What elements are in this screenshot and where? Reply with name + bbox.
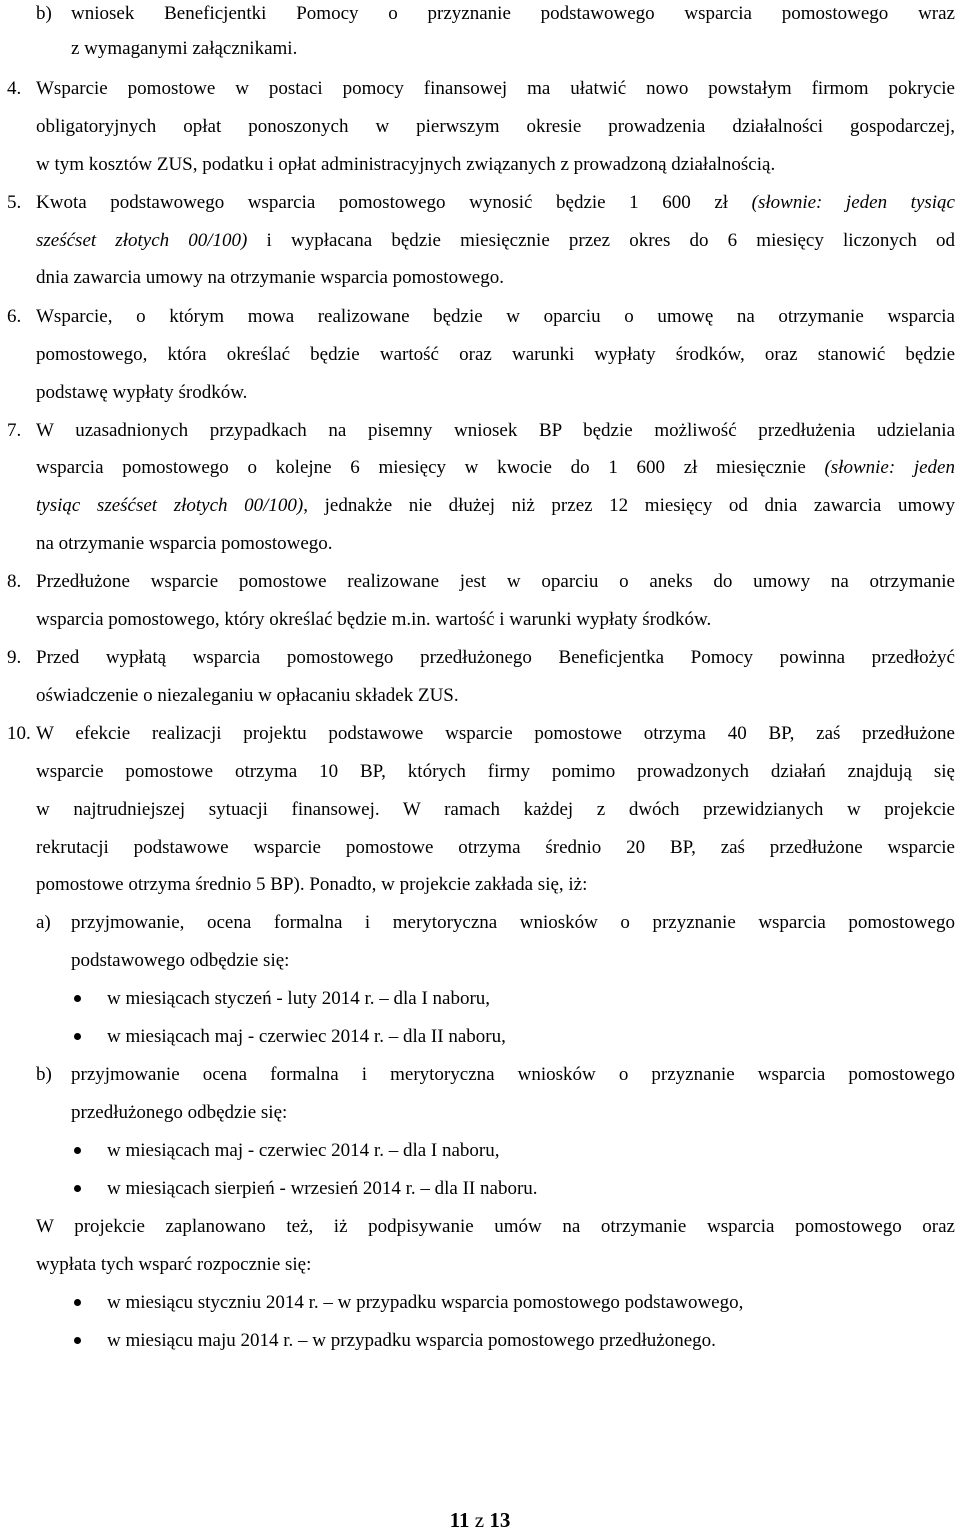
paragraph-line: pomostowego, która określać będzie wartość oraz warunki wypłaty środków, oraz stanowić będzie	[36, 344, 955, 365]
list-item: w miesiącach styczeń - luty 2014 r. – dla I naboru,	[107, 988, 491, 1009]
bullet-icon	[74, 1033, 81, 1040]
list-item: w miesiącach maj - czerwiec 2014 r. – dla II naboru,	[107, 1026, 506, 1047]
page-separator: z	[474, 1508, 485, 1532]
list-marker: a)	[36, 912, 51, 933]
list-marker: 10.	[7, 723, 31, 744]
paragraph-line: na otrzymanie wsparcia pomostowego.	[36, 533, 333, 554]
page-current: 11	[449, 1508, 470, 1532]
bullet-icon	[74, 1185, 81, 1192]
paragraph-line: wypłata tych wsparć rozpocznie się:	[36, 1254, 312, 1275]
bullet-icon	[74, 1299, 81, 1306]
list-item: w miesiącu maju 2014 r. – w przypadku wsparcia pomostowego przedłużonego.	[107, 1330, 716, 1351]
paragraph-line: oświadczenie o niezaleganiu w opłacaniu składek ZUS.	[36, 685, 459, 706]
list-item: w miesiącach sierpień - wrzesień 2014 r. – dla II naboru.	[107, 1178, 538, 1199]
list-marker: b)	[36, 1064, 52, 1085]
paragraph-line: W uzasadnionych przypadkach na pisemny wniosek BP będzie możliwość przedłużenia udzielania	[36, 420, 955, 441]
bullet-icon	[74, 1147, 81, 1154]
paragraph-line: Wsparcie, o którym mowa realizowane będzie w oparciu o umowę na otrzymanie wsparcia	[36, 306, 955, 327]
list-marker: 8.	[7, 571, 22, 592]
paragraph-line: z wymaganymi załącznikami.	[71, 38, 298, 59]
list-marker: 9.	[7, 647, 22, 668]
list-marker: 4.	[7, 78, 22, 99]
list-item: w miesiącach maj - czerwiec 2014 r. – dla I naboru,	[107, 1140, 500, 1161]
paragraph-line: obligatoryjnych opłat ponoszonych w pierwszym okresie prowadzenia działalności gospodarczej,	[36, 116, 955, 137]
page-total: 13	[489, 1508, 511, 1532]
paragraph-line: Wsparcie pomostowe w postaci pomocy finansowej ma ułatwić nowo powstałym firmom pokrycie	[36, 78, 955, 99]
paragraph-line: przyjmowanie ocena formalna i merytoryczna wniosków o przyznanie wsparcia pomostowego	[71, 1064, 955, 1085]
paragraph-line: wsparcia pomostowego o kolejne 6 miesięcy w kwocie do 1 600 zł miesięcznie (słownie: jeden	[36, 457, 955, 478]
paragraph-line: Przed wypłatą wsparcia pomostowego przedłużonego Beneficjentka Pomocy powinna przedłożyć	[36, 647, 955, 668]
paragraph-line: rekrutacji podstawowe wsparcie pomostowe otrzyma średnio 20 BP, zaś przedłużone wsparcie	[36, 837, 955, 858]
paragraph-line: W projekcie zaplanowano też, iż podpisywanie umów na otrzymanie wsparcia pomostowego oraz	[36, 1216, 955, 1237]
paragraph-line: Kwota podstawowego wsparcia pomostowego wynosić będzie 1 600 zł (słownie: jeden tysiąc	[36, 192, 955, 213]
paragraph-line: W efekcie realizacji projektu podstawowe wsparcie pomostowe otrzyma 40 BP, zaś przedłużone	[36, 723, 955, 744]
paragraph-line: przyjmowanie, ocena formalna i merytoryczna wniosków o przyznanie wsparcia pomostowego	[71, 912, 955, 933]
paragraph-line: wniosek Beneficjentki Pomocy o przyznanie podstawowego wsparcia pomostowego wraz	[71, 3, 955, 24]
page-number	[0, 1507, 960, 1533]
list-marker: 7.	[7, 420, 22, 441]
list-item: w miesiącu styczniu 2014 r. – w przypadku wsparcia pomostowego podstawowego,	[107, 1292, 744, 1313]
bullet-icon	[74, 995, 81, 1002]
paragraph-line: sześćset złotych 00/100) i wypłacana będzie miesięcznie przez okres do 6 miesięcy liczonych od	[36, 230, 956, 251]
paragraph-line: podstawę wypłaty środków.	[36, 382, 248, 403]
paragraph-line: dnia zawarcia umowy na otrzymanie wsparcia pomostowego.	[36, 267, 504, 288]
paragraph-line: przedłużonego odbędzie się:	[71, 1102, 288, 1123]
paragraph-line: pomostowe otrzyma średnio 5 BP). Ponadto, w projekcie zakłada się, iż:	[36, 874, 588, 895]
paragraph-line: wsparcia pomostowego, który określać będzie m.in. wartość i warunki wypłaty środków.	[36, 609, 712, 630]
list-marker: 5.	[7, 192, 22, 213]
paragraph-line: Przedłużone wsparcie pomostowe realizowane jest w oparciu o aneks do umowy na otrzymanie	[36, 571, 955, 592]
paragraph-line: w najtrudniejszej sytuacji finansowej. W ramach każdej z dwóch przewidzianych w projekcie	[36, 799, 955, 820]
list-marker: 6.	[7, 306, 22, 327]
paragraph-line: podstawowego odbędzie się:	[71, 950, 290, 971]
paragraph-line: wsparcie pomostowe otrzyma 10 BP, których firmy pomimo prowadzonych działań znajdują się	[36, 761, 955, 782]
paragraph-line: tysiąc sześćset złotych 00/100), jednakże nie dłużej niż przez 12 miesięcy od dnia zawarcia umowy	[36, 495, 955, 516]
bullet-icon	[74, 1337, 81, 1344]
paragraph-line: w tym kosztów ZUS, podatku i opłat administracyjnych związanych z prowadzoną działalnością.	[36, 154, 776, 175]
list-marker: b)	[36, 3, 52, 24]
